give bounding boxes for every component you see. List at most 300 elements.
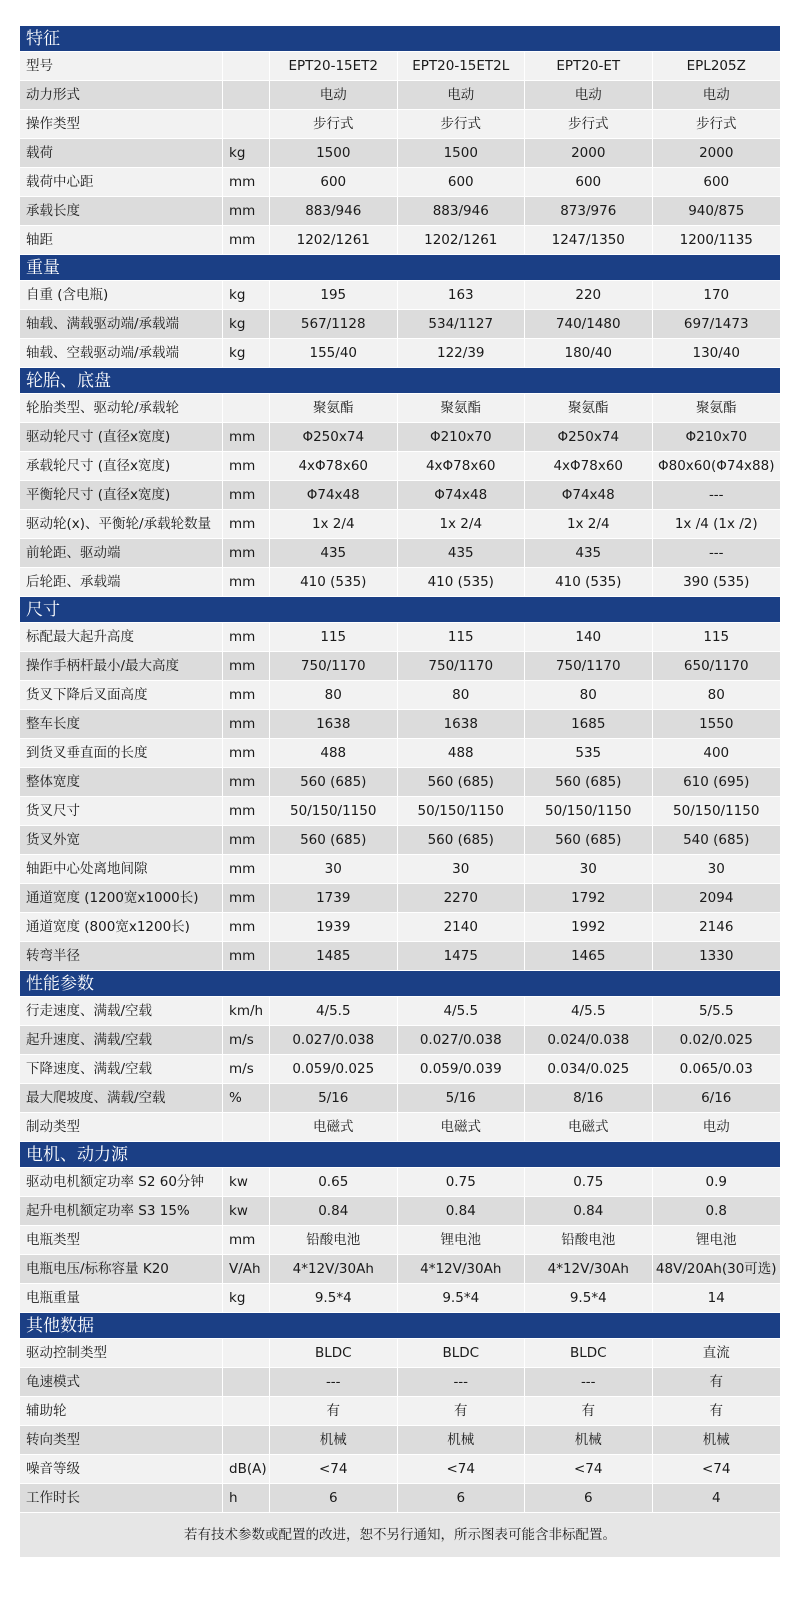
value-cell: 4*12V/30Ah: [525, 1255, 653, 1283]
spec-section: [20, 255, 780, 368]
value-cell: 步行式: [398, 110, 526, 138]
value-cell: 直流: [702, 1345, 730, 1361]
table-row: [20, 681, 780, 710]
table-row: [20, 1397, 780, 1426]
value-cell: 1939: [270, 913, 398, 941]
table-row: [20, 481, 780, 510]
section-header: 电机、动力源: [20, 1142, 780, 1168]
value-cell: 1x 2/4: [270, 510, 398, 538]
value-cell: 0.84: [525, 1197, 653, 1225]
value-cell: 883/946: [270, 197, 398, 225]
table-row: [20, 797, 780, 826]
row-label: 通道宽度 (800宽x1200长): [20, 913, 223, 941]
row-label: 货叉外宽: [20, 826, 223, 854]
value-cell: 0.034/0.025: [525, 1055, 653, 1083]
value-cell: Φ210x70: [398, 423, 526, 451]
footer-note: 若有技术参数或配置的改进，恕不另行通知，所示图表可能含非标配置。: [20, 1513, 780, 1557]
value-cell: 80: [707, 687, 725, 703]
row-label: 起升电机额定功率 S3 15%: [20, 1197, 223, 1225]
row-label: 起升速度、满载/空载: [20, 1026, 223, 1054]
row-label: 轴载、空载驱动端/承载端: [20, 339, 223, 367]
value-cell: 400: [703, 745, 730, 761]
row-unit: [223, 81, 270, 109]
value-cell: 534/1127: [398, 310, 526, 338]
table-row: [20, 1255, 780, 1284]
table-row: [20, 568, 780, 597]
row-unit: mm: [223, 739, 270, 767]
value-cell: 1685: [525, 710, 653, 738]
value-cell: 0.65: [270, 1168, 398, 1196]
value-cell: ---: [708, 545, 724, 561]
value-cell: 115: [398, 623, 526, 651]
value-cell: 488: [270, 739, 398, 767]
row-unit: kg: [223, 310, 270, 338]
value-cell: 1247/1350: [525, 226, 653, 254]
value-cell: 600: [525, 168, 653, 196]
row-unit: [223, 1339, 270, 1367]
value-cell: 1792: [525, 884, 653, 912]
table-row: [20, 997, 780, 1026]
table-row: [20, 1426, 780, 1455]
row-label: 前轮距、驱动端: [20, 539, 223, 567]
value-cell: 560 (685): [270, 768, 398, 796]
row-unit: h: [223, 1484, 270, 1512]
value-cell: <74: [525, 1455, 653, 1483]
value-cell: 48V/20Ah(30可选): [655, 1261, 777, 1277]
table-row: [20, 1484, 780, 1513]
table-row: [20, 197, 780, 226]
value-cell: 4xΦ78x60: [525, 452, 653, 480]
value-cell: 0.027/0.038: [398, 1026, 526, 1054]
row-label: 整车长度: [20, 710, 223, 738]
table-row: [20, 1168, 780, 1197]
value-cell: 1739: [270, 884, 398, 912]
value-cell: 电磁式: [398, 1113, 526, 1141]
row-unit: mm: [223, 768, 270, 796]
row-label: 驱动轮尺寸 (直径x宽度): [20, 423, 223, 451]
value-cell: 2000: [525, 139, 653, 167]
value-cell: EPL205Z: [686, 58, 746, 74]
spec-section: [20, 971, 780, 1142]
row-unit: [223, 1368, 270, 1396]
row-unit: mm: [223, 681, 270, 709]
section-header: 重量: [20, 255, 780, 281]
table-row: [20, 52, 780, 81]
value-cell: 80: [270, 681, 398, 709]
row-unit: V/Ah: [223, 1255, 270, 1283]
row-label: 承载轮尺寸 (直径x宽度): [20, 452, 223, 480]
value-cell: 电磁式: [270, 1113, 398, 1141]
value-cell: 560 (685): [525, 768, 653, 796]
row-label: 载荷: [20, 139, 223, 167]
row-unit: mm: [223, 539, 270, 567]
value-cell: 有: [709, 1403, 723, 1419]
row-label: 轴距: [20, 226, 223, 254]
table-row: [20, 1026, 780, 1055]
value-cell: 有: [525, 1397, 653, 1425]
value-cell: Φ250x74: [270, 423, 398, 451]
value-cell: BLDC: [270, 1339, 398, 1367]
table-row: [20, 81, 780, 110]
value-cell: 锂电池: [398, 1226, 526, 1254]
value-cell: 1202/1261: [398, 226, 526, 254]
value-cell: 1x /4 (1x /2): [674, 516, 758, 532]
value-cell: <74: [398, 1455, 526, 1483]
row-unit: kg: [223, 339, 270, 367]
value-cell: ---: [270, 1368, 398, 1396]
value-cell: 163: [398, 281, 526, 309]
value-cell: 0.02/0.025: [679, 1032, 753, 1048]
value-cell: 1500: [270, 139, 398, 167]
value-cell: 2146: [699, 919, 734, 935]
value-cell: 9.5*4: [270, 1284, 398, 1312]
value-cell: 机械: [270, 1426, 398, 1454]
value-cell: 4/5.5: [398, 997, 526, 1025]
table-row: [20, 168, 780, 197]
table-row: [20, 281, 780, 310]
value-cell: 115: [703, 629, 730, 645]
value-cell: Φ74x48: [270, 481, 398, 509]
table-row: [20, 942, 780, 971]
table-row: [20, 884, 780, 913]
value-cell: 750/1170: [270, 652, 398, 680]
value-cell: 560 (685): [525, 826, 653, 854]
value-cell: 567/1128: [270, 310, 398, 338]
value-cell: 2094: [699, 890, 734, 906]
value-cell: EPT20-15ET2L: [398, 52, 526, 80]
table-row: [20, 826, 780, 855]
row-unit: mm: [223, 710, 270, 738]
value-cell: 560 (685): [398, 826, 526, 854]
value-cell: 2000: [699, 145, 734, 161]
value-cell: 5/16: [398, 1084, 526, 1112]
table-row: [20, 855, 780, 884]
value-cell: 机械: [702, 1432, 730, 1448]
value-cell: 130/40: [692, 345, 740, 361]
value-cell: 600: [703, 174, 730, 190]
value-cell: 0.024/0.038: [525, 1026, 653, 1054]
value-cell: 2270: [398, 884, 526, 912]
value-cell: 488: [398, 739, 526, 767]
value-cell: 410 (535): [398, 568, 526, 596]
value-cell: 122/39: [398, 339, 526, 367]
value-cell: 740/1480: [525, 310, 653, 338]
table-row: [20, 1084, 780, 1113]
value-cell: 560 (685): [270, 826, 398, 854]
value-cell: 机械: [398, 1426, 526, 1454]
value-cell: 1x 2/4: [525, 510, 653, 538]
row-unit: [223, 1397, 270, 1425]
row-unit: kg: [223, 139, 270, 167]
row-label: 噪音等级: [20, 1455, 223, 1483]
row-unit: mm: [223, 652, 270, 680]
value-cell: 1202/1261: [270, 226, 398, 254]
value-cell: 50/150/1150: [398, 797, 526, 825]
value-cell: 140: [525, 623, 653, 651]
row-label: 操作手柄杆最小/最大高度: [20, 652, 223, 680]
value-cell: 9.5*4: [525, 1284, 653, 1312]
row-label: 轴载、满载驱动端/承载端: [20, 310, 223, 338]
value-cell: 电动: [702, 1119, 730, 1135]
table-row: [20, 1197, 780, 1226]
table-row: [20, 452, 780, 481]
value-cell: 390 (535): [683, 574, 750, 590]
row-unit: [223, 52, 270, 80]
row-unit: mm: [223, 423, 270, 451]
value-cell: 0.027/0.038: [270, 1026, 398, 1054]
table-row: [20, 139, 780, 168]
value-cell: 聚氨酯: [696, 400, 737, 416]
value-cell: 聚氨酯: [270, 394, 398, 422]
table-row: [20, 1055, 780, 1084]
value-cell: 195: [270, 281, 398, 309]
spec-section: [20, 26, 780, 255]
value-cell: 0.84: [398, 1197, 526, 1225]
value-cell: 1330: [699, 948, 734, 964]
value-cell: 1x 2/4: [398, 510, 526, 538]
row-label: 承载长度: [20, 197, 223, 225]
row-unit: mm: [223, 1226, 270, 1254]
table-row: [20, 739, 780, 768]
value-cell: 8/16: [525, 1084, 653, 1112]
value-cell: 873/976: [525, 197, 653, 225]
row-unit: kg: [223, 1284, 270, 1312]
row-unit: mm: [223, 797, 270, 825]
value-cell: 220: [525, 281, 653, 309]
value-cell: 电动: [398, 81, 526, 109]
value-cell: ---: [398, 1368, 526, 1396]
row-label: 平衡轮尺寸 (直径x宽度): [20, 481, 223, 509]
table-row: [20, 539, 780, 568]
row-label: 龟速模式: [20, 1368, 223, 1396]
row-unit: mm: [223, 168, 270, 196]
row-label: 下降速度、满载/空载: [20, 1055, 223, 1083]
value-cell: 有: [398, 1397, 526, 1425]
row-label: 操作类型: [20, 110, 223, 138]
row-label: 动力形式: [20, 81, 223, 109]
value-cell: BLDC: [398, 1339, 526, 1367]
value-cell: 0.059/0.025: [270, 1055, 398, 1083]
row-unit: mm: [223, 452, 270, 480]
row-unit: mm: [223, 913, 270, 941]
value-cell: 4/5.5: [525, 997, 653, 1025]
value-cell: 0.75: [525, 1168, 653, 1196]
table-row: [20, 1113, 780, 1142]
row-unit: mm: [223, 942, 270, 970]
spec-sheet: [20, 26, 780, 1557]
row-unit: km/h: [223, 997, 270, 1025]
value-cell: 有: [270, 1397, 398, 1425]
spec-section: [20, 1142, 780, 1313]
table-row: [20, 623, 780, 652]
row-label: 后轮距、承载端: [20, 568, 223, 596]
value-cell: 4: [711, 1490, 721, 1506]
row-label: 轴距中心处离地间隙: [20, 855, 223, 883]
value-cell: 170: [703, 287, 730, 303]
value-cell: 435: [398, 539, 526, 567]
value-cell: 电动: [525, 81, 653, 109]
value-cell: 有: [709, 1374, 723, 1390]
section-header: 特征: [20, 26, 780, 52]
value-cell: 1465: [525, 942, 653, 970]
row-label: 货叉尺寸: [20, 797, 223, 825]
value-cell: 410 (535): [525, 568, 653, 596]
value-cell: 4*12V/30Ah: [270, 1255, 398, 1283]
value-cell: ---: [525, 1368, 653, 1396]
value-cell: 30: [270, 855, 398, 883]
value-cell: 560 (685): [398, 768, 526, 796]
value-cell: 步行式: [270, 110, 398, 138]
row-unit: mm: [223, 623, 270, 651]
table-row: [20, 710, 780, 739]
table-row: [20, 1339, 780, 1368]
value-cell: 30: [398, 855, 526, 883]
value-cell: 机械: [525, 1426, 653, 1454]
row-label: 整体宽度: [20, 768, 223, 796]
value-cell: EPT20-15ET2: [270, 52, 398, 80]
spec-section: [20, 1313, 780, 1513]
row-unit: kw: [223, 1168, 270, 1196]
value-cell: 1200/1135: [679, 232, 753, 248]
value-cell: 电动: [270, 81, 398, 109]
row-label: 驱动轮(x)、平衡轮/承载轮数量: [20, 510, 223, 538]
value-cell: 650/1170: [683, 658, 749, 674]
value-cell: 435: [525, 539, 653, 567]
table-row: [20, 1226, 780, 1255]
table-row: [20, 1284, 780, 1313]
table-row: [20, 1368, 780, 1397]
value-cell: 9.5*4: [398, 1284, 526, 1312]
row-unit: dB(A): [223, 1455, 270, 1483]
value-cell: 180/40: [525, 339, 653, 367]
table-row: [20, 423, 780, 452]
value-cell: 6/16: [701, 1090, 732, 1106]
value-cell: 1475: [398, 942, 526, 970]
value-cell: <74: [702, 1461, 731, 1477]
row-label: 电瓶电压/标称容量 K20: [20, 1255, 223, 1283]
value-cell: 940/875: [688, 203, 745, 219]
table-row: [20, 1455, 780, 1484]
table-row: [20, 310, 780, 339]
row-label: 电瓶类型: [20, 1226, 223, 1254]
row-label: 转向类型: [20, 1426, 223, 1454]
row-unit: mm: [223, 855, 270, 883]
row-unit: m/s: [223, 1055, 270, 1083]
value-cell: 1638: [270, 710, 398, 738]
value-cell: 1500: [398, 139, 526, 167]
value-cell: 750/1170: [525, 652, 653, 680]
row-label: 行走速度、满载/空载: [20, 997, 223, 1025]
section-header: 轮胎、底盘: [20, 368, 780, 394]
value-cell: 5/16: [270, 1084, 398, 1112]
value-cell: 600: [270, 168, 398, 196]
value-cell: ---: [708, 487, 724, 503]
table-row: [20, 110, 780, 139]
value-cell: 750/1170: [398, 652, 526, 680]
value-cell: Φ74x48: [398, 481, 526, 509]
value-cell: 0.9: [705, 1174, 727, 1190]
value-cell: 聚氨酯: [525, 394, 653, 422]
value-cell: 5/5.5: [698, 1003, 734, 1019]
row-unit: %: [223, 1084, 270, 1112]
row-unit: [223, 1426, 270, 1454]
value-cell: 50/150/1150: [525, 797, 653, 825]
value-cell: 锂电池: [696, 1232, 737, 1248]
table-row: [20, 768, 780, 797]
value-cell: 2140: [398, 913, 526, 941]
value-cell: 410 (535): [270, 568, 398, 596]
row-label: 工作时长: [20, 1484, 223, 1512]
value-cell: 697/1473: [683, 316, 749, 332]
row-unit: mm: [223, 197, 270, 225]
value-cell: Φ80x60(Φ74x88): [658, 458, 775, 474]
section-header: 尺寸: [20, 597, 780, 623]
value-cell: 14: [707, 1290, 725, 1306]
value-cell: 1638: [398, 710, 526, 738]
value-cell: 883/946: [398, 197, 526, 225]
row-label: 载荷中心距: [20, 168, 223, 196]
row-unit: m/s: [223, 1026, 270, 1054]
row-label: 通道宽度 (1200宽x1000长): [20, 884, 223, 912]
value-cell: 4/5.5: [270, 997, 398, 1025]
section-header: 其他数据: [20, 1313, 780, 1339]
row-unit: kw: [223, 1197, 270, 1225]
spec-section: [20, 597, 780, 971]
row-label: 驱动控制类型: [20, 1339, 223, 1367]
value-cell: 610 (695): [683, 774, 750, 790]
value-cell: <74: [270, 1455, 398, 1483]
value-cell: 0.75: [398, 1168, 526, 1196]
value-cell: 435: [270, 539, 398, 567]
row-label: 驱动电机额定功率 S2 60分钟: [20, 1168, 223, 1196]
value-cell: 0.8: [705, 1203, 727, 1219]
row-unit: mm: [223, 568, 270, 596]
row-unit: [223, 394, 270, 422]
value-cell: 6: [398, 1484, 526, 1512]
value-cell: 30: [525, 855, 653, 883]
value-cell: 30: [707, 861, 725, 877]
table-row: [20, 913, 780, 942]
value-cell: EPT20-ET: [525, 52, 653, 80]
value-cell: Φ250x74: [525, 423, 653, 451]
value-cell: 聚氨酯: [398, 394, 526, 422]
row-label: 制动类型: [20, 1113, 223, 1141]
value-cell: 155/40: [270, 339, 398, 367]
spec-section: [20, 368, 780, 597]
row-unit: [223, 1113, 270, 1141]
value-cell: Φ210x70: [685, 429, 748, 445]
value-cell: 50/150/1150: [270, 797, 398, 825]
row-label: 自重 (含电瓶): [20, 281, 223, 309]
value-cell: 0.059/0.039: [398, 1055, 526, 1083]
value-cell: 80: [398, 681, 526, 709]
value-cell: 4xΦ78x60: [270, 452, 398, 480]
row-label: 辅助轮: [20, 1397, 223, 1425]
value-cell: 4xΦ78x60: [398, 452, 526, 480]
value-cell: 1485: [270, 942, 398, 970]
row-label: 货叉下降后叉面高度: [20, 681, 223, 709]
row-label: 转弯半径: [20, 942, 223, 970]
table-row: [20, 339, 780, 368]
table-row: [20, 394, 780, 423]
value-cell: 1550: [699, 716, 734, 732]
value-cell: 6: [525, 1484, 653, 1512]
value-cell: 600: [398, 168, 526, 196]
value-cell: 电动: [702, 87, 730, 103]
value-cell: 6: [270, 1484, 398, 1512]
value-cell: BLDC: [525, 1339, 653, 1367]
value-cell: 铅酸电池: [270, 1226, 398, 1254]
